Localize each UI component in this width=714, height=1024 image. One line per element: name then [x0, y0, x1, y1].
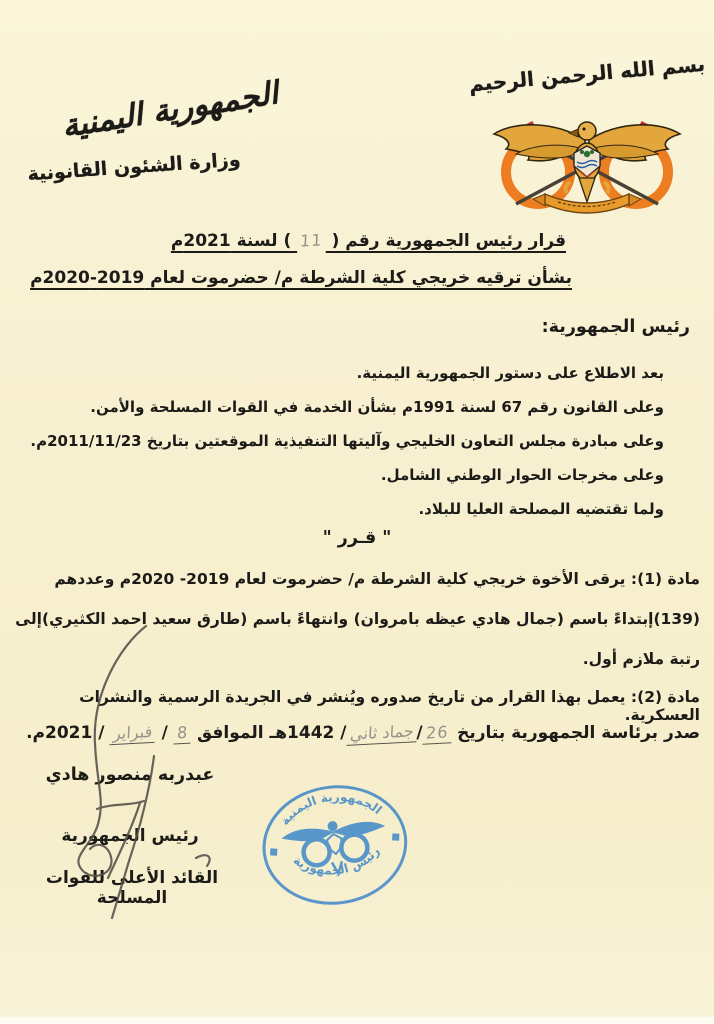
issuance-mid: / 1442هـ الموافق	[191, 723, 347, 743]
republic-name-calligraphy: الجمهورية اليمنية	[59, 75, 281, 145]
signature-stroke	[196, 855, 210, 866]
preamble-item: وعلى مبادرة مجلس التعاون الخليجي وآليتها التنفيذية الموقعتين بتاريخ 2011/11/23م.	[30, 432, 664, 450]
yemen-eagle-emblem-icon	[482, 98, 692, 220]
gregorian-day-handwritten: 8	[173, 723, 191, 745]
preamble-item: ولما تقتضيه المصلحة العليا للبلاد.	[418, 500, 664, 518]
stamp-top-text: الجمهورية اليمنية	[277, 789, 385, 828]
authority-heading: رئيس الجمهورية:	[541, 317, 690, 337]
preamble-list	[20, 356, 664, 526]
presidential-seal-stamp	[249, 773, 421, 919]
article1-line3: رتبة ملازم أول.	[582, 650, 700, 668]
handwritten-signature	[50, 598, 270, 928]
ministry-name: وزارة الشئون القانونية	[26, 148, 242, 186]
signature-stroke	[97, 801, 144, 809]
decree-title-line1-pre: قرار رئيس الجمهورية رقم (	[325, 231, 566, 251]
issuance-sep2: /	[155, 723, 174, 743]
eagle-tail	[579, 178, 595, 202]
commander-title: القائد الأعلى للقوات المسلحة	[45, 868, 219, 908]
issuance-sep1: /	[416, 723, 423, 743]
decree-number-handwritten: 11	[299, 230, 324, 251]
president-title: رئيس الجمهورية	[61, 826, 199, 846]
gregorian-month-handwritten: فبراير	[110, 722, 156, 745]
issuance-pre: صدر برئاسة الجمهورية بتاريخ	[451, 723, 700, 743]
preamble-item: وعلى القانون رقم 67 لسنة 1991م بشأن الخدمة في القوات المسلحة والأمن.	[90, 398, 664, 416]
decree-title-line1	[171, 231, 566, 251]
issuance-post: / 2021م.	[26, 723, 111, 743]
decree-title-line1-post: ) لسنة 2021م	[170, 231, 298, 251]
stamp-bottom-text: رئيس الجمهورية	[290, 844, 383, 878]
decision-word: " قـرر "	[322, 528, 392, 548]
preamble-item: وعلى مخرجات الحوار الوطني الشامل.	[380, 466, 664, 484]
preamble-item: بعد الاطلاع على دستور الجمهورية اليمنية.	[356, 364, 664, 382]
bismillah-calligraphy: بسم الله الرحمن الرحيم	[467, 51, 706, 97]
president-name: عبدربه منصور هادي	[45, 765, 215, 785]
signature-stroke	[112, 756, 154, 918]
article1-line1: مادة (1): يرقى الأخوة خريجي كلية الشرطة م/ حضرموت لعام 2019- 2020م وعددهم	[54, 570, 700, 588]
hijri-month-handwritten: جماد ثاني	[346, 721, 417, 746]
decree-title-line2: بشأن ترقيه خريجي كلية الشرطة م/ حضرموت لعام 2019-2020م	[30, 268, 572, 288]
article2-line: مادة (2): يعمل بهذا القرار من تاريخ صدوره ويُنشر في الجريدة الرسمية والنشرات العسكرية.	[79, 688, 700, 724]
hijri-day-handwritten: 26	[422, 722, 452, 745]
page-bottom-edge	[0, 1017, 714, 1024]
article1-line2: (139)إبتداءً باسم (جمال هادي عيظه بامروان) وانتهاءً باسم (طارق سعيد احمد الكثيري)إلى	[15, 610, 700, 628]
